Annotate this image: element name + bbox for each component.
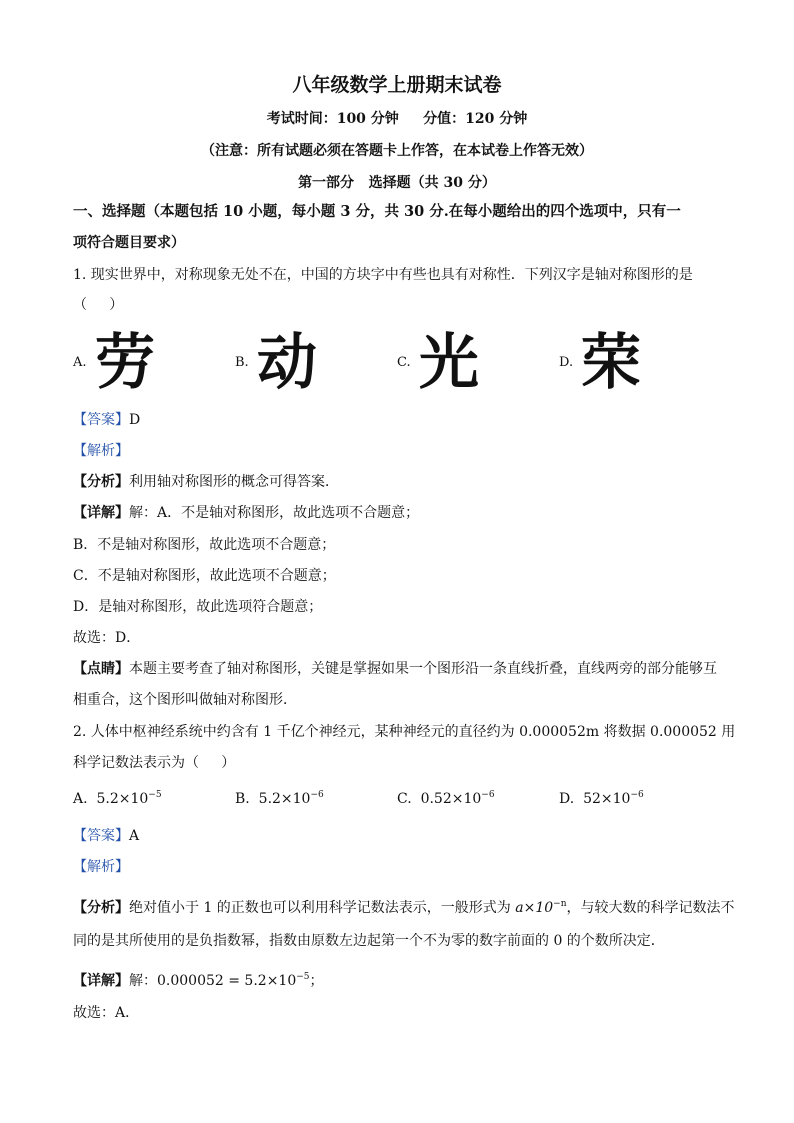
exam-info: 考试时间：100 分钟 分值：120 分钟 xyxy=(266,111,528,127)
q1-detail: 【详解】解：A．不是轴对称图形，故此选项不合题意； xyxy=(73,505,420,521)
page-title: 八年级数学上册期末试卷 xyxy=(292,74,502,96)
q1-comment: 【点睛】本题主要考查了轴对称图形，关键是掌握如果一个图形沿一条直线折叠，直线两旁的部分能够互 xyxy=(73,661,717,677)
q1-choose: 故选：D． xyxy=(73,630,141,646)
option-character: 荣 xyxy=(581,328,641,398)
section-heading-line1: 一、选择题（本题包括 10 小题，每小题 3 分，共 30 分.在每小题给出的四个选项中，只有一 xyxy=(73,203,681,220)
notice: （注意：所有试题必须在答题卡上作答，在本试卷上作答无效） xyxy=(201,143,593,159)
q2-option-d: D. $52\times 10^{-6}$ xyxy=(559,790,644,807)
q1-stem-line2: （ ） xyxy=(73,297,124,313)
option-character: 光 xyxy=(419,328,479,398)
q1-options xyxy=(73,325,733,405)
option-label: D. xyxy=(559,355,574,370)
option-character: 劳 xyxy=(95,328,155,398)
q2-detail: 【详解】解：$0.000052 = 5.2\times 10^{-5}$； xyxy=(73,972,324,989)
q2-option-c: C. $0.52\times 10^{-6}$ xyxy=(397,790,495,807)
q1-comment-line2: 相重合，这个图形叫做轴对称图形． xyxy=(73,692,297,708)
q2-answer: 【答案】A xyxy=(73,828,140,844)
q2-option-b: B. $5.2\times 10^{-6}$ xyxy=(235,790,324,807)
section-heading-line2: 项符合题目要求） xyxy=(73,235,185,251)
q1-detail-b: B．不是轴对称图形，故此选项不合题意； xyxy=(73,537,336,553)
q1-analysis-tag: 【解析】 xyxy=(73,443,129,459)
q2-choose: 故选：A． xyxy=(73,1005,140,1021)
q2-option-a: A. $5.2\times 10^{-5}$ xyxy=(73,790,162,807)
q2-analysis-tag: 【解析】 xyxy=(73,859,129,875)
q2-analysis-line2: 同的是其所使用的是负指数幂，指数由原数左边起第一个不为零的数字前面的 0 的个数所决定． xyxy=(73,933,665,949)
q2-stem-line1: 2. 人体中枢神经系统中约含有 1 千亿个神经元，某种神经元的直径约为 0.000052m 将数据 0.000052 用 xyxy=(73,724,736,740)
option-character: 动 xyxy=(257,328,317,398)
q1-stem-line1: 1. 现实世界中，对称现象无处不在，中国的方块字中有些也具有对称性．下列汉字是轴对称图形的是 xyxy=(73,267,693,283)
q2-analysis: 【分析】绝对值小于 1 的正数也可以利用科学记数法表示，一般形式为 $a\times 10^{-n}$，与较大数的科学记数法不 xyxy=(73,899,735,916)
q1-analysis: 【分析】利用轴对称图形的概念可得答案． xyxy=(73,474,339,490)
option-label: C. xyxy=(397,355,411,370)
option-label: A. xyxy=(73,355,87,370)
q2-stem-line2: 科学记数法表示为（ ） xyxy=(73,755,236,771)
q1-detail-d: D．是轴对称图形，故此选项符合题意； xyxy=(73,599,323,615)
q1-answer: 【答案】D xyxy=(73,412,141,428)
q2-options xyxy=(73,790,733,812)
option-label: B. xyxy=(235,355,249,370)
part-heading: 第一部分 选择题（共 30 分） xyxy=(298,175,496,191)
q1-detail-c: C．不是轴对称图形，故此选项不合题意； xyxy=(73,568,336,584)
